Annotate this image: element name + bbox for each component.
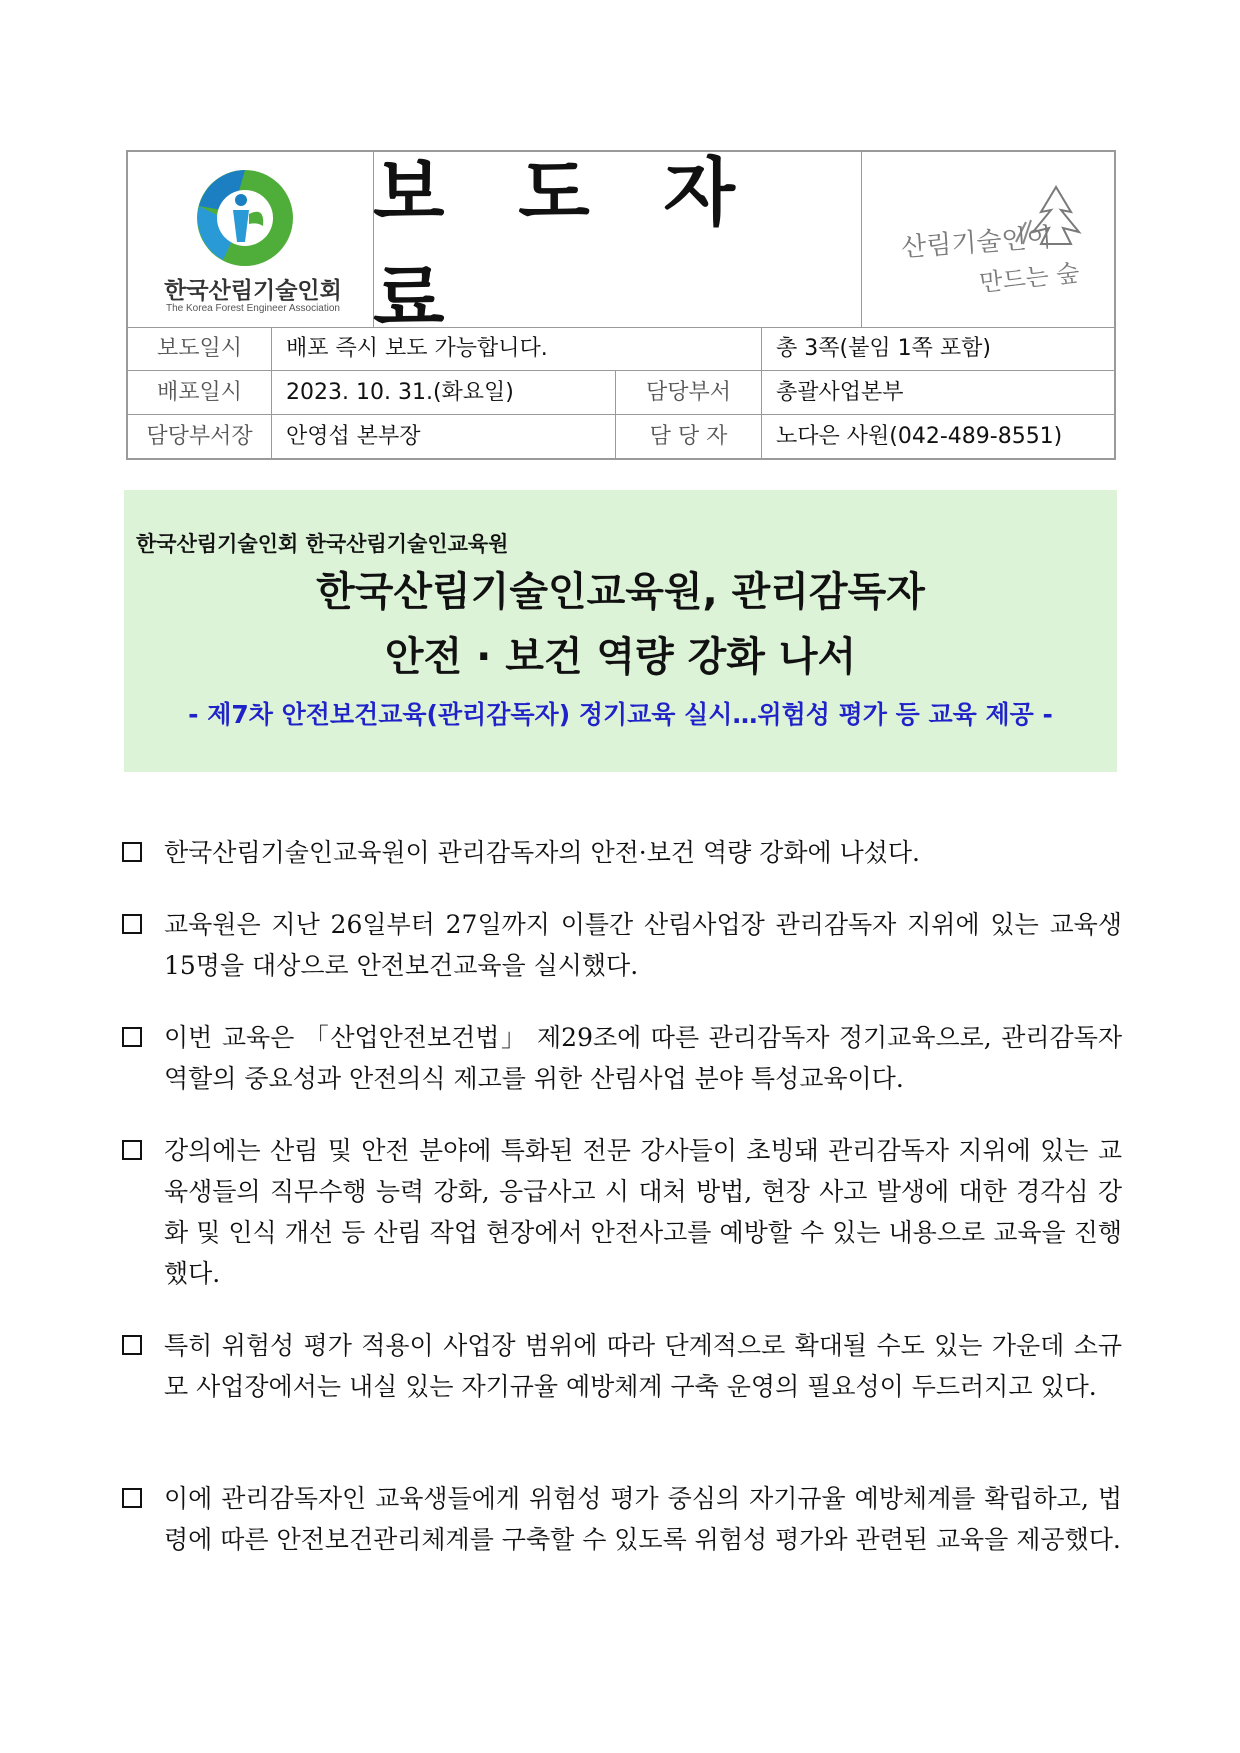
release-time-value: 배포 즉시 보도 가능합니다.	[272, 327, 762, 371]
department-label: 담당부서	[616, 371, 762, 415]
paragraph-3	[122, 1017, 1122, 1099]
checkbox-bullet-icon	[122, 1140, 142, 1160]
headline-subtitle: - 제7차 안전보건교육(관리감독자) 정기교육 실시…위험성 평가 등 교육 제공 -	[188, 700, 1053, 729]
department-head-label: 담당부서장	[128, 415, 272, 459]
info-row-distribution	[128, 371, 1114, 415]
department-value: 총괄사업본부	[776, 380, 904, 405]
distribution-date-label: 배포일시	[128, 371, 272, 415]
info-row-release-time	[128, 327, 1114, 371]
department-head-value: 안영섭 본부장	[272, 415, 616, 459]
calligraphy-line-1: 산림기술인이	[900, 222, 1053, 264]
distribution-date-value: 2023. 10. 31.(화요일)	[272, 371, 616, 415]
headline-box	[124, 490, 1117, 772]
paragraph-1	[122, 832, 1122, 873]
association-logo-icon	[193, 166, 297, 270]
checkbox-bullet-icon	[122, 1335, 142, 1355]
paragraph-text: 이번 교육은 「산업안전보건법」 제29조에 따른 관리감독자 정기교육으로, 관리감독자 역할의 중요성과 안전의식 제고를 위한 산림사업 분야 특성교육이다.	[164, 1023, 1122, 1093]
document-title-cell	[373, 149, 862, 342]
checkbox-bullet-icon	[122, 914, 142, 934]
headline-title-line-2: 안전 · 보건 역량 강화 나서	[384, 634, 857, 680]
release-time-label: 보도일시	[128, 327, 272, 371]
checkbox-bullet-icon	[122, 1027, 142, 1047]
contact-person-label: 담 당 자	[616, 415, 762, 459]
paragraph-text: 강의에는 산림 및 안전 분야에 특화된 전문 강사들이 초빙돼 관리감독자 지위에 있는 교육생들의 직무수행 능력 강화, 응급사고 시 대처 방법, 현장 사고 발생에 대한 경각심 강화 및 인식 개선 등 산림 작업 현장에서 안전사고를 예방할 수 있는 내용으로 교육을 진행했다.	[164, 1136, 1122, 1288]
press-release-header-table	[126, 150, 1116, 460]
logo-name-english: The Korea Forest Engineer Association	[166, 303, 340, 314]
logo-cell	[128, 152, 374, 327]
paragraph-6	[122, 1478, 1122, 1560]
info-row-contacts	[128, 415, 1114, 459]
contact-person-value: 노다은 사원(042-489-8551)	[776, 424, 1063, 449]
paragraph-text: 이에 관리감독자인 교육생들에게 위험성 평가 중심의 자기규율 예방체계를 확립하고, 법령에 따른 안전보건관리체계를 구축할 수 있도록 위험성 평가와 관련된 교육을 제공했다.	[164, 1484, 1122, 1554]
page-count-value: 총 3쪽(붙임 1쪽 포함)	[776, 336, 991, 361]
logo-name-korean: 한국산림기술인회	[164, 278, 342, 304]
headline-org-line: 한국산림기술인회 한국산림기술인교육원	[136, 532, 509, 556]
header-top-row	[128, 149, 1114, 342]
calligraphy-line-2: 만드는 숲	[978, 258, 1081, 298]
headline-title-line-1: 한국산림기술인교육원, 관리감독자	[316, 569, 925, 615]
paragraph-text: 특히 위험성 평가 적용이 사업장 범위에 따라 단계적으로 확대될 수도 있는 가운데 소규모 사업장에서는 내실 있는 자기규율 예방체계 구축 운영의 필요성이 두드러지고 있다.	[164, 1331, 1122, 1401]
checkbox-bullet-icon	[122, 842, 142, 862]
paragraph-4	[122, 1130, 1122, 1294]
checkbox-bullet-icon	[122, 1488, 142, 1508]
paragraph-text: 한국산림기술인교육원이 관리감독자의 안전·보건 역량 강화에 나섰다.	[164, 838, 920, 867]
paragraph-text: 교육원은 지난 26일부터 27일까지 이틀간 산림사업장 관리감독자 지위에 있는 교육생 15명을 대상으로 안전보건교육을 실시했다.	[164, 910, 1122, 980]
document-title: 보 도 자 료	[373, 149, 759, 342]
paragraph-5	[122, 1325, 1122, 1407]
calligraphy-cell	[861, 152, 1114, 327]
paragraph-2	[122, 904, 1122, 986]
